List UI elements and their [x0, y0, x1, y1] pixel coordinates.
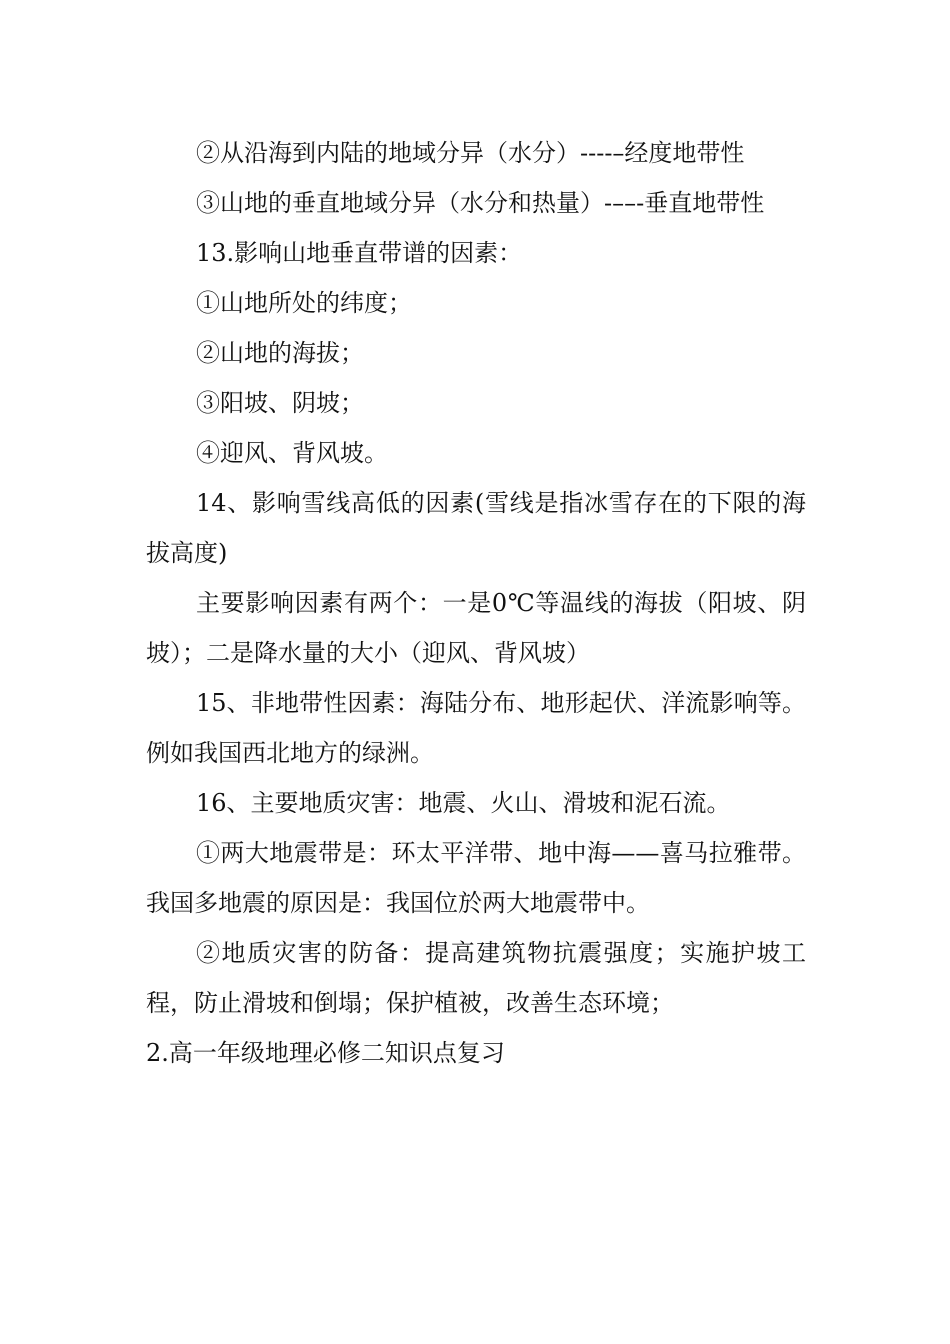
paragraph-altitude: ②山地的海拔；	[196, 339, 364, 367]
section-heading: 2.高一年级地理必修二知识点复习	[146, 1039, 505, 1067]
paragraph-snowline-factors: 主要影响因素有两个：一是0℃等温线的海拔（阳坡、阴坡）；二是降水量的大小（迎风、背风坡）	[146, 589, 806, 667]
paragraph-slope-aspect: ③阳坡、阴坡；	[196, 389, 364, 417]
paragraph-longitude-zonality: ②从沿海到内陆的地域分异（水分）----–经度地带性	[196, 139, 745, 167]
paragraph-hazard-prevention: ②地质灾害的防备：提高建筑物抗震强度；实施护坡工程，防止滑坡和倒塌；保护植被，改善生态环境；	[146, 939, 806, 1017]
paragraph-windward: ④迎风、背风坡。	[196, 439, 388, 467]
document-body	[146, 128, 806, 1078]
paragraph-geologic-hazards: 16、主要地质灾害：地震、火山、滑坡和泥石流。	[196, 789, 731, 817]
paragraph-vertical-zonality: ③山地的垂直地域分异（水分和热量）-––-垂直地带性	[196, 189, 765, 217]
paragraph-azonal-factors: 15、非地带性因素：海陆分布、地形起伏、洋流影响等。例如我国西北地方的绿洲。	[146, 689, 806, 767]
paragraph-latitude: ①山地所处的纬度；	[196, 289, 412, 317]
paragraph-seismic-belts: ①两大地震带是：环太平洋带、地中海——喜马拉雅带。我国多地震的原因是：我国位於两大地震带中。	[146, 839, 806, 917]
paragraph-mountain-factors-heading: 13.影响山地垂直带谱的因素：	[196, 239, 523, 267]
paragraph-snowline-heading: 14、影响雪线高低的因素(雪线是指冰雪存在的下限的海拔高度)	[146, 489, 806, 567]
